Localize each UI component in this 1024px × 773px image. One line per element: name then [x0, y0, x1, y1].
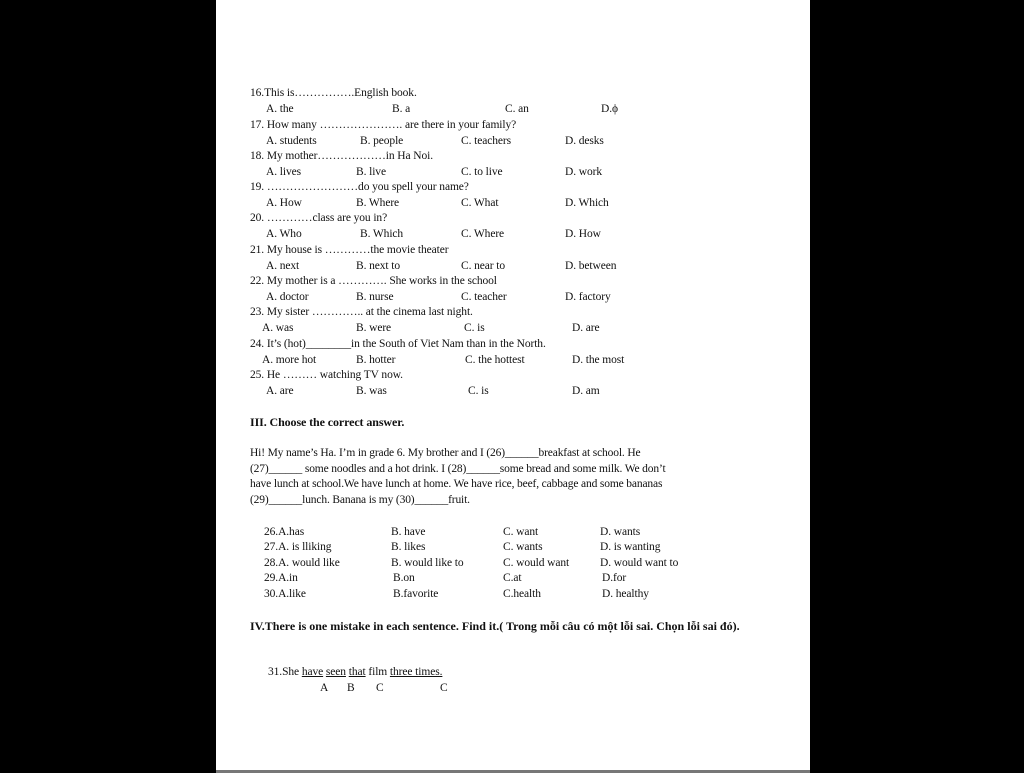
question-stem: 22. My mother is a …………. She works in the school — [250, 275, 497, 287]
option-b: B. live — [356, 166, 386, 178]
option-a: A. students — [266, 135, 317, 147]
option-d: D. How — [565, 228, 601, 240]
question-stem: 20. …………class are you in? — [250, 212, 388, 224]
document-page — [216, 0, 810, 770]
option-b: B. was — [356, 385, 387, 397]
mistake-label-b: B — [347, 682, 355, 694]
passage-line: (27)______ some noodles and a hot drink. I (28)______some bread and some milk. We don’t — [250, 462, 666, 475]
option-a: A. How — [266, 197, 302, 209]
option-b: B. Which — [360, 228, 404, 240]
option-c: C. Where — [461, 228, 505, 240]
option-b: B. a — [392, 103, 411, 115]
question-stem: 19. ……………………do you spell your name? — [250, 181, 469, 193]
option-c: C. teacher — [461, 291, 507, 303]
option-c: C. What — [461, 197, 499, 209]
option-b: B. next to — [356, 260, 401, 272]
option-c: C. wants — [503, 541, 543, 553]
option-a: 28.A. would like — [264, 557, 340, 569]
option-d: D. work — [565, 166, 602, 178]
option-d: D. the most — [572, 354, 625, 366]
option-c: C. want — [503, 526, 539, 538]
underlined-word-d: three times. — [389, 666, 443, 678]
option-b: B. hotter — [356, 354, 396, 366]
underlined-word-b: seen — [325, 666, 346, 678]
underlined-word-a: have — [301, 666, 324, 678]
option-a: A. doctor — [266, 291, 309, 303]
reading-passage — [250, 446, 770, 508]
option-d: D. Which — [565, 197, 609, 209]
option-b: B. people — [360, 135, 404, 147]
option-a: 27.A. is lliking — [264, 541, 332, 553]
question-stem: 24. It’s (hot)________in the South of Viet Nam than in the North. — [250, 338, 546, 350]
option-a: A. more hot — [262, 354, 317, 366]
option-d: D. are — [572, 322, 600, 334]
option-a: A. was — [262, 322, 294, 334]
mistake-label-a: A — [320, 682, 329, 694]
option-d: D. factory — [565, 291, 611, 303]
option-a: A. are — [266, 385, 294, 397]
option-d: D. would want to — [600, 557, 679, 569]
option-a: 26.A.has — [264, 526, 305, 538]
passage-line: have lunch at school.We have lunch at home. We have rice, beef, cabbage and some bananas — [250, 478, 663, 490]
option-a: A. Who — [266, 228, 302, 240]
option-a: 30.A.like — [264, 588, 306, 600]
section-iv-heading: IV.There is one mistake in each sentence. Find it.( Trong mỗi câu có một lỗi sai. Chọn lỗi sai đó). — [250, 619, 740, 633]
option-b: B. have — [391, 526, 426, 538]
option-d: D. is wanting — [600, 541, 661, 553]
question-stem: 23. My sister ………….. at the cinema last night. — [250, 306, 473, 318]
option-c: C. near to — [461, 260, 506, 272]
question-31-sentence — [268, 665, 442, 679]
option-b: B. Where — [356, 197, 400, 209]
option-c: C. an — [505, 103, 529, 115]
option-d: D. wants — [600, 526, 641, 538]
option-a: 29.A.in — [264, 572, 298, 584]
question-stem: 18. My mother………………in Ha Noi. — [250, 150, 434, 162]
passage-line: (29)______lunch. Banana is my (30)______fruit. — [250, 493, 470, 506]
option-b: B.favorite — [393, 588, 439, 600]
option-c: C. is — [464, 322, 485, 334]
option-d: D.ϕ — [601, 103, 618, 115]
option-c: C. the hottest — [465, 354, 525, 366]
option-c: C. would want — [503, 557, 570, 569]
option-b: B. nurse — [356, 291, 394, 303]
option-d: D. am — [572, 385, 600, 397]
option-d: D. between — [565, 260, 617, 272]
sentence-middle: film — [365, 666, 390, 678]
mistake-label-d: C — [440, 682, 448, 694]
underlined-word-c: that — [348, 666, 366, 678]
option-d: D.for — [602, 572, 627, 584]
question-stem: 17. How many …………………. are there in your family? — [250, 119, 517, 131]
option-c: C.at — [503, 572, 522, 584]
mistake-label-c: C — [376, 682, 384, 694]
option-c: C.health — [503, 588, 541, 600]
question-stem: 16.This is…………….English book. — [250, 87, 417, 99]
option-b: B. would like to — [391, 557, 464, 569]
section-iii-heading: III. Choose the correct answer. — [250, 415, 405, 429]
option-c: C. teachers — [461, 135, 511, 147]
question-stem: 25. He ……… watching TV now. — [250, 369, 403, 381]
passage-line: Hi! My name’s Ha. I’m in grade 6. My brother and I (26)______breakfast at school. He — [250, 447, 641, 459]
option-c: C. is — [468, 385, 489, 397]
option-b: B.on — [393, 572, 415, 584]
sentence-number: 31.She — [268, 666, 302, 678]
option-d: D. healthy — [602, 588, 649, 600]
option-a: A. lives — [266, 166, 301, 178]
option-c: C. to live — [461, 166, 503, 178]
option-d: D. desks — [565, 135, 604, 147]
option-a: A. the — [266, 103, 294, 115]
option-a: A. next — [266, 260, 300, 272]
option-b: B. were — [356, 322, 392, 334]
question-stem: 21. My house is …………the movie theater — [250, 244, 449, 256]
option-b: B. likes — [391, 541, 426, 553]
